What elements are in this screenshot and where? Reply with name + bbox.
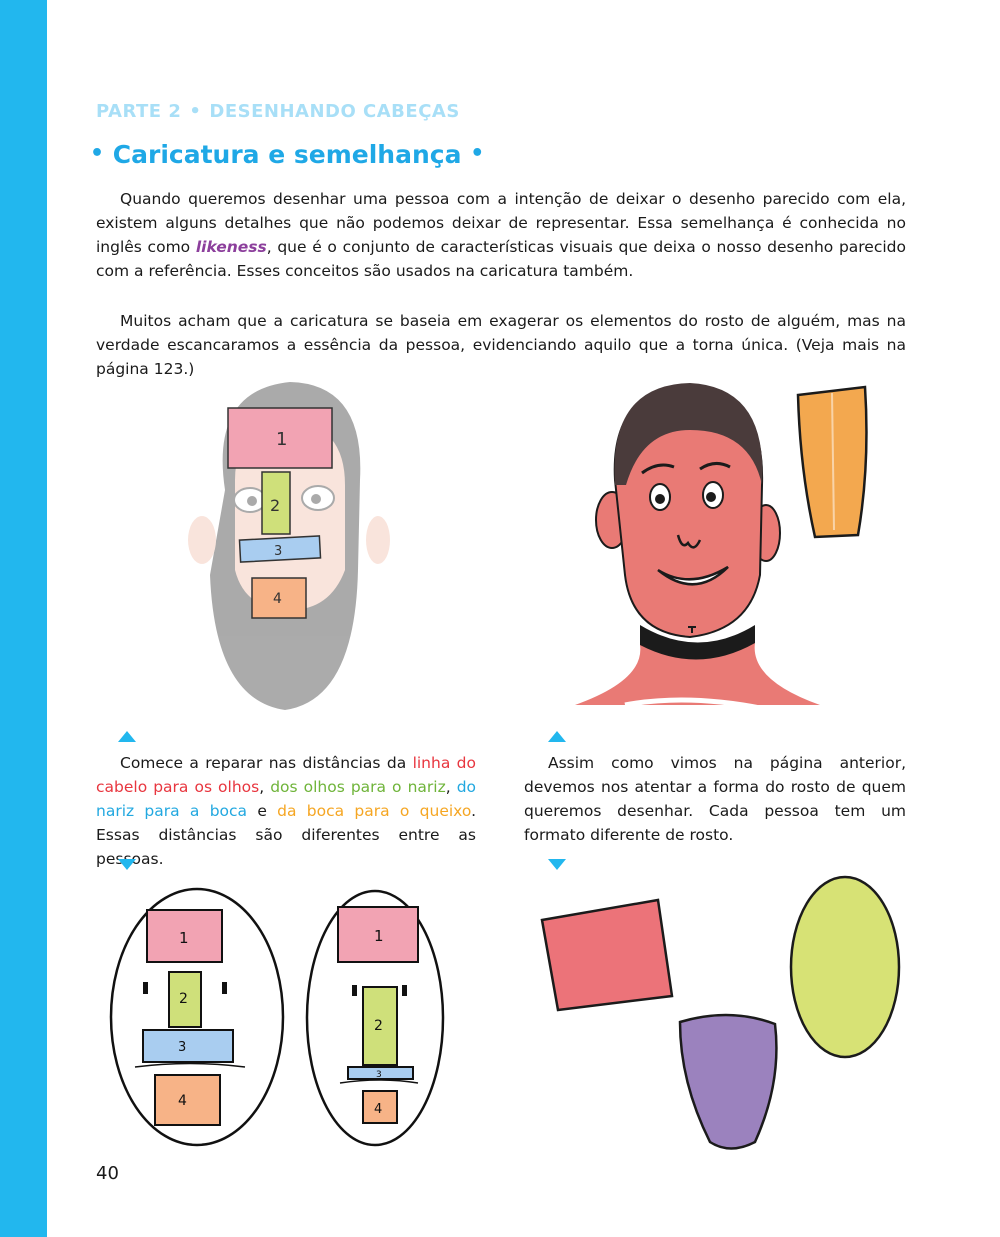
diagram-a-label-2: 2 — [179, 991, 188, 1007]
title-bullet-end: • — [470, 141, 485, 166]
shape-trapezoid — [680, 1015, 776, 1149]
intro-text-b: , que é o conjunto de características visuais que deixa o nosso desenho parecido com a referência. Esses conceitos são usados na caricatura também. — [96, 238, 906, 280]
separator-dot: • — [189, 101, 202, 122]
caption-right-text: Assim como vimos na página anterior, devemos nos atentar a forma do rosto de quem queremos desenhar. Cada pessoa tem um formato diferente de rosto. — [524, 754, 906, 844]
box-label-1: 1 — [276, 429, 288, 450]
box-label-2: 2 — [270, 496, 281, 515]
proportion-diagram-b — [300, 885, 450, 1155]
shape-oval — [791, 877, 899, 1057]
sidebar-stripe — [0, 0, 47, 1237]
caption-left-text-1: Comece a reparar nas distâncias da — [120, 754, 413, 772]
part-number: PARTE 2 — [96, 101, 182, 122]
bearded-face-illustration — [180, 370, 390, 720]
shape-square — [542, 900, 672, 1010]
caption-left-text-5: . Essas distâncias são diferentes entre as pessoas. — [96, 802, 477, 868]
section-name: DESENHANDO CABEÇAS — [209, 101, 460, 122]
face-shapes-illustration — [530, 872, 910, 1152]
diagram-b-label-4: 4 — [374, 1102, 383, 1117]
caption-left-text-3: , — [445, 778, 457, 796]
caption-left — [96, 751, 476, 871]
highlight-mouth-chin: da boca para o queixo — [277, 802, 472, 820]
highlight-nose-mouth: do nariz para a boca — [96, 778, 477, 820]
intro-text-a: Quando queremos desenhar uma pessoa com a intenção de deixar o desenho parecido com ela, existem alguns detalhes que não podemos deixar de representar. Essa semelhança é conhecida no inglês como — [96, 190, 906, 256]
section-label — [96, 101, 460, 122]
highlight-eyes-nose: dos olhos para o nariz — [270, 778, 446, 796]
box-label-3: 3 — [274, 544, 283, 559]
title-text: Caricatura e semelhança — [112, 140, 462, 169]
diagram-a-label-4: 4 — [178, 1093, 187, 1109]
arrow-up-icon — [118, 731, 136, 742]
diagram-a-label-3: 3 — [178, 1040, 187, 1055]
highlight-hairline-eyes: linha do cabelo para os olhos — [96, 754, 477, 796]
proportion-diagram-a — [105, 885, 290, 1150]
box-label-4: 4 — [273, 591, 282, 607]
caption-right — [524, 751, 906, 847]
diagram-b-label-1: 1 — [374, 927, 384, 945]
term-likeness: likeness — [195, 238, 267, 256]
diagram-b-label-3: 3 — [376, 1070, 382, 1080]
title-bullet: • — [90, 141, 105, 166]
cartoon-man-illustration — [570, 375, 890, 720]
page-number: 40 — [96, 1163, 119, 1184]
diagram-a-label-1: 1 — [179, 929, 189, 947]
arrow-down-icon — [118, 859, 136, 870]
arrow-up-icon — [548, 731, 566, 742]
page-title — [90, 140, 484, 169]
intro-paragraph-1 — [96, 187, 906, 283]
arrow-down-icon — [548, 859, 566, 870]
diagram-b-label-2: 2 — [374, 1018, 383, 1034]
caption-left-text-4: e — [247, 802, 278, 820]
caption-left-text-2: , — [259, 778, 271, 796]
intro-text-2: Muitos acham que a caricatura se baseia em exagerar os elementos do rosto de alguém, mas na verdade escancaramos a essência da pessoa, evidenciando aquilo que a torna única. (Veja mais na página 123.) — [96, 312, 906, 378]
